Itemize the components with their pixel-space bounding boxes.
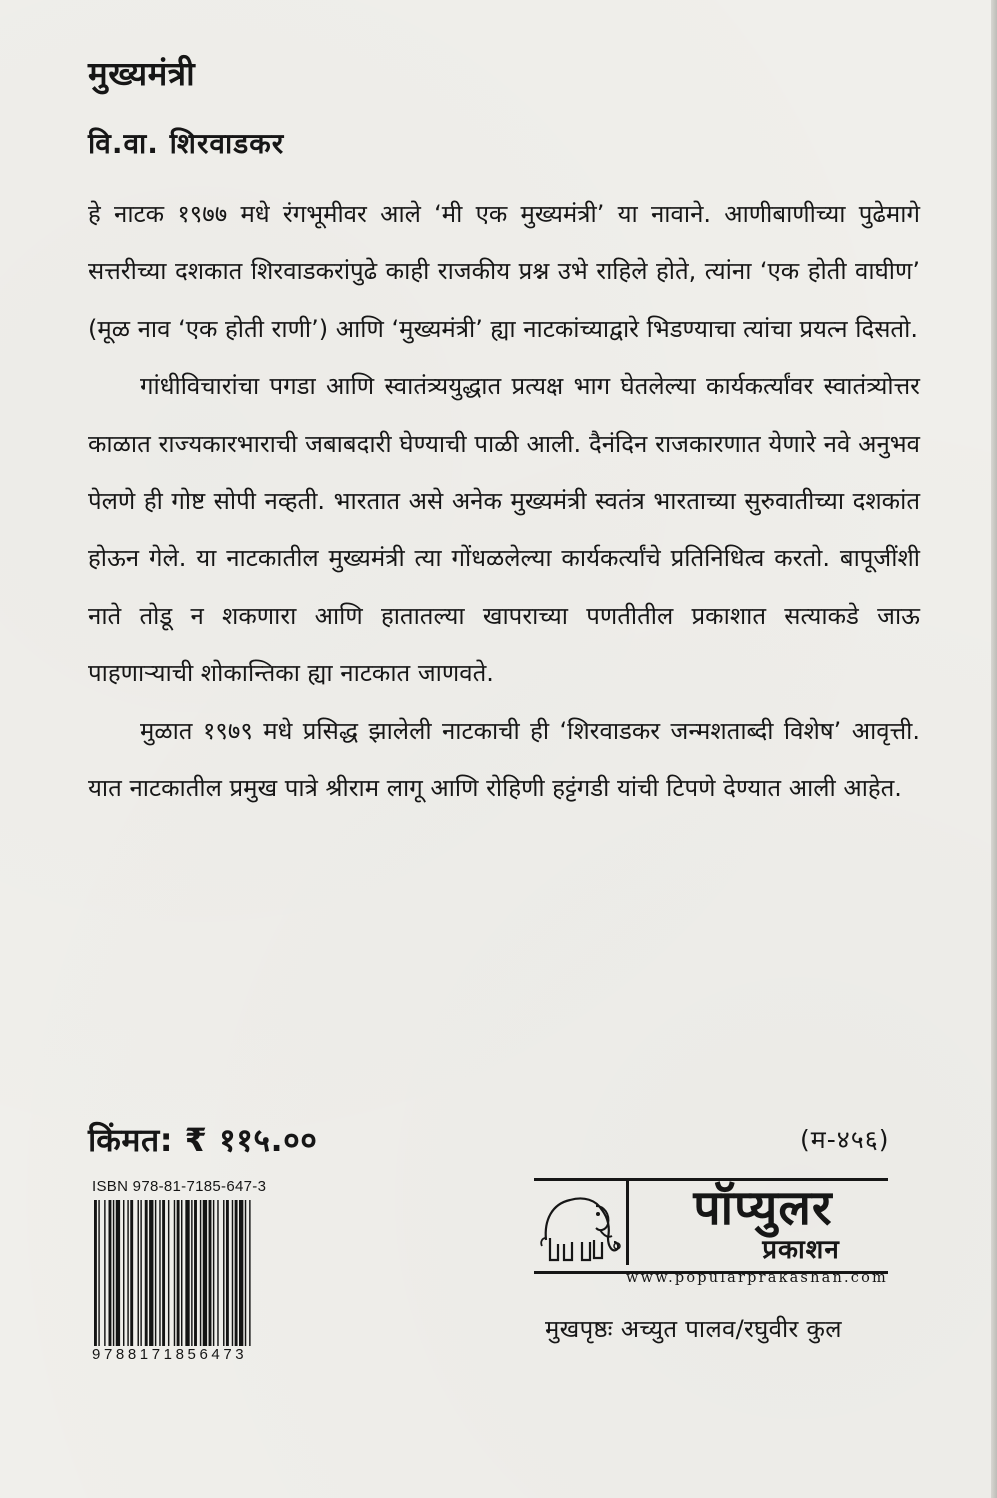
publisher-website: www.popularprakashan.com — [625, 1270, 888, 1286]
catalog-code: (म-४५६) — [800, 1125, 890, 1154]
author-name: वि.वा. शिरवाडकर — [88, 127, 285, 160]
cover-credit: मुखपृष्ठः अच्युत पालव/रघुवीर कुल — [545, 1315, 842, 1343]
blurb-paragraph-3: मुळात १९७९ मधे प्रसिद्ध झालेली नाटकाची ही ‘शिरवाडकर जन्मशताब्दी विशेष’ आवृत्ती. यात नाटकातील प्रमुख पात्रे श्रीराम लागू आणि रोहिणी हट्टंगडी यांची टिपणे देण्यात आली आहेत. — [88, 716, 920, 803]
page-edge — [991, 0, 997, 1498]
barcode-icon — [92, 1200, 312, 1346]
barcode-digits: 9788171856473 — [92, 1346, 248, 1363]
blurb-paragraph-2: गांधीविचारांचा पगडा आणि स्वातंत्र्ययुद्धात प्रत्यक्ष भाग घेतलेल्या कार्यकर्त्यांवर स्वातंत्र्योत्तर काळात राज्यकारभाराची जबाबदारी घेण्याची पाळी आली. दैनंदिन राजकारणात येणारे नवे अनुभव पेलणे ही गोष्ट सोपी नव्हती. भारतात असे अनेक मुख्यमंत्री स्वतंत्र भारताच्या सुरुवातीच्या दशकांत होऊन गेले. या नाटकातील मुख्यमंत्री त्या गोंधळलेल्या कार्यकर्त्यांचे प्रतिनिधित्व करतो. बापूजींशी नाते तोडू न शकणारा आणि हातातल्या खापराच्या पणतीतील प्रकाशात सत्याकडे जाऊ पाहणाऱ्याची शोकान्तिका ह्या नाटकात जाणवते. — [88, 372, 920, 688]
logo-divider — [626, 1181, 629, 1265]
isbn-label: ISBN 978-81-7185-647-3 — [92, 1178, 267, 1195]
price-label: किंमत: ₹ ११५.०० — [88, 1121, 318, 1159]
elephant-icon — [538, 1180, 626, 1266]
publisher-name: पॉप्युलर — [693, 1180, 833, 1236]
isbn-barcode — [92, 1178, 312, 1368]
publisher-subtitle: प्रकाशन — [762, 1235, 840, 1265]
book-title: मुख्यमंत्री — [88, 54, 196, 93]
blurb-paragraph-1: हे नाटक १९७७ मधे रंगभूमीवर आले ‘मी एक मुख्यमंत्री’ या नावाने. आणीबाणीच्या पुढेमागे सत्तरीच्या दशकात शिरवाडकरांपुढे काही राजकीय प्रश्न उभे राहिले होते, त्यांना ‘एक होती वाघीण’ (मूळ नाव ‘एक होती राणी’) आणि ‘मुख्यमंत्री’ ह्या नाटकांच्याद्वारे भिडण्याचा त्यांचा प्रयत्न दिसतो. — [88, 200, 920, 343]
blurb — [88, 186, 920, 817]
